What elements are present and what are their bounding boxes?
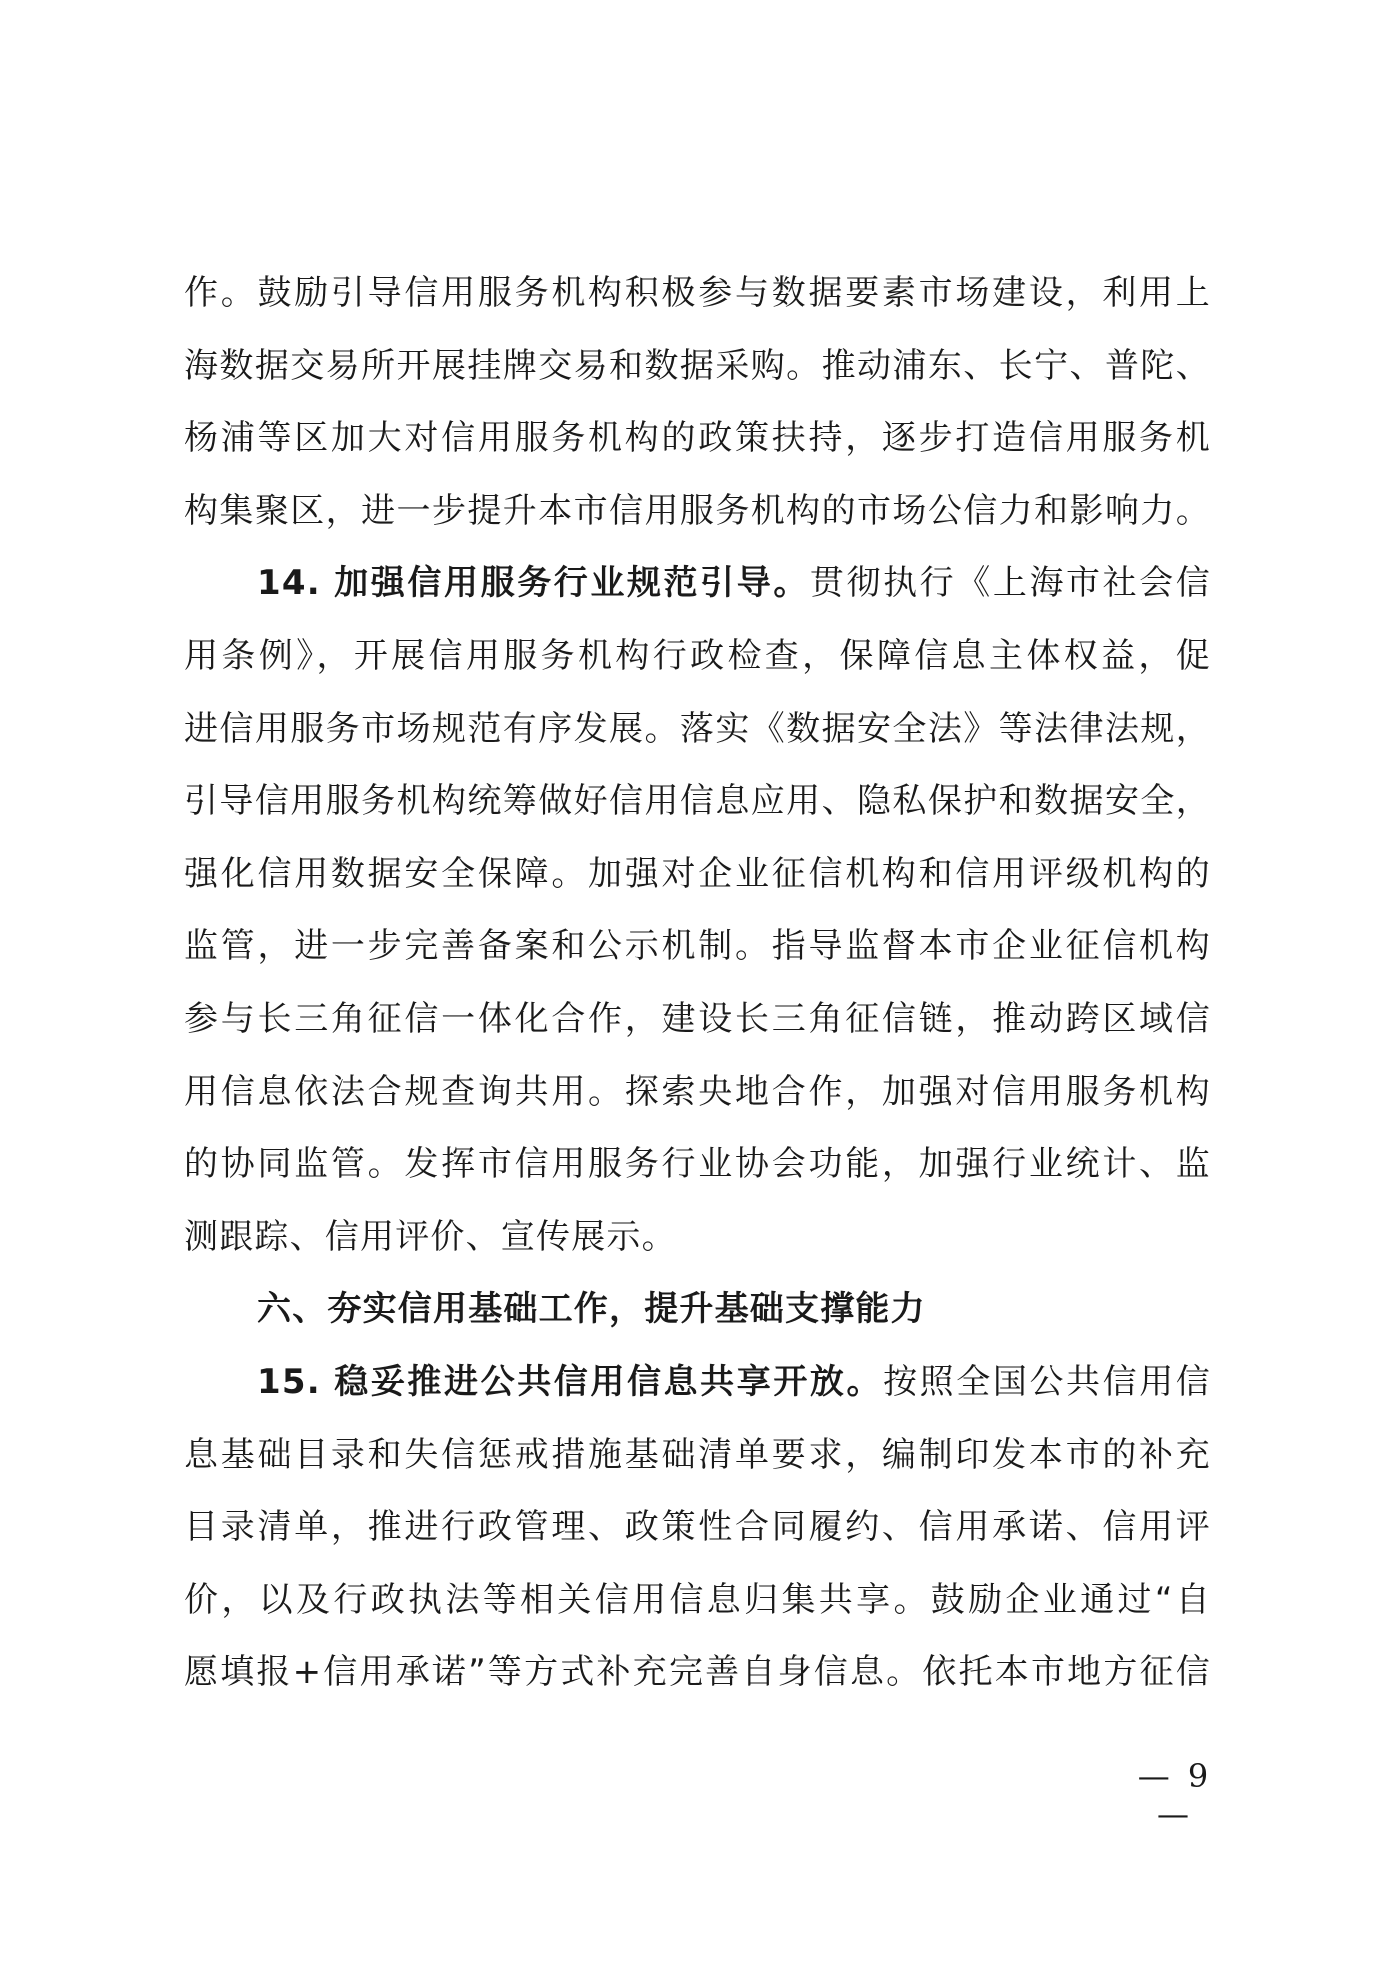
paragraph-line: 杨浦等区加大对信用服务机构的政策扶持，逐步打造信用服务机 [184,418,1211,459]
paragraph-line: 作。鼓励引导信用服务机构积极参与数据要素市场建设，利用上 [184,273,1211,313]
paragraph-line: 息基础目录和失信惩戒措施基础清单要求，编制印发本市的补充 [184,1434,1211,1475]
item-14-title: 加强信用服务行业规范引导。 [334,563,810,604]
item-15-text: 按照全国公共信用信 [883,1361,1212,1402]
paragraph-line: 用信息依法合规查询共用。探索央地合作，加强对信用服务机构 [184,1071,1211,1112]
paragraph-line: 测跟踪、信用评价、宣传展示。 [184,1216,677,1257]
paragraph-line: 价，以及行政执法等相关信用信息归集共享。鼓励企业通过“自 [184,1579,1211,1620]
paragraph-line: 愿填报+信用承诺”等方式补充完善自身信息。依托本市地方征信 [184,1652,1211,1693]
paragraph-line: 海数据交易所开展挂牌交易和数据采购。推动浦东、长宁、普陀、 [184,345,1211,386]
item-15-first-line [184,1346,1211,1419]
page-number: — 9 — [1137,1757,1213,1833]
item-14-first-line [184,547,1211,620]
item-14-text: 贯彻执行《上海市社会信 [809,563,1211,604]
paragraph-line: 目录清单，推进行政管理、政策性合同履约、信用承诺、信用评 [184,1507,1211,1548]
paragraph-line: 的协同监管。发挥市信用服务行业协会功能，加强行业统计、监 [184,1144,1211,1185]
paragraph-line: 引导信用服务机构统筹做好信用信息应用、隐私保护和数据安全， [184,781,1211,822]
item-15-title: 稳妥推进公共信用信息共享开放。 [334,1361,884,1402]
paragraph-line: 用条例》，开展信用服务机构行政检查，保障信息主体权益，促 [184,635,1211,676]
paragraph-line: 进信用服务市场规范有序发展。落实《数据安全法》等法律法规， [184,708,1211,749]
item-14-number: 14. [257,563,321,604]
paragraph-line: 构集聚区，进一步提升本市信用服务机构的市场公信力和影响力。 [184,490,1211,531]
section-heading: 六、夯实信用基础工作，提升基础支撑能力 [257,1289,926,1330]
document-body [184,257,1211,1709]
paragraph-line: 参与长三角征信一体化合作，建设长三角征信链，推动跨区域信 [184,998,1211,1039]
item-15-number: 15. [257,1361,321,1402]
paragraph-line: 监管，进一步完善备案和公示机制。指导监督本市企业征信机构 [184,926,1211,967]
paragraph-line: 强化信用数据安全保障。加强对企业征信机构和信用评级机构的 [184,853,1211,894]
